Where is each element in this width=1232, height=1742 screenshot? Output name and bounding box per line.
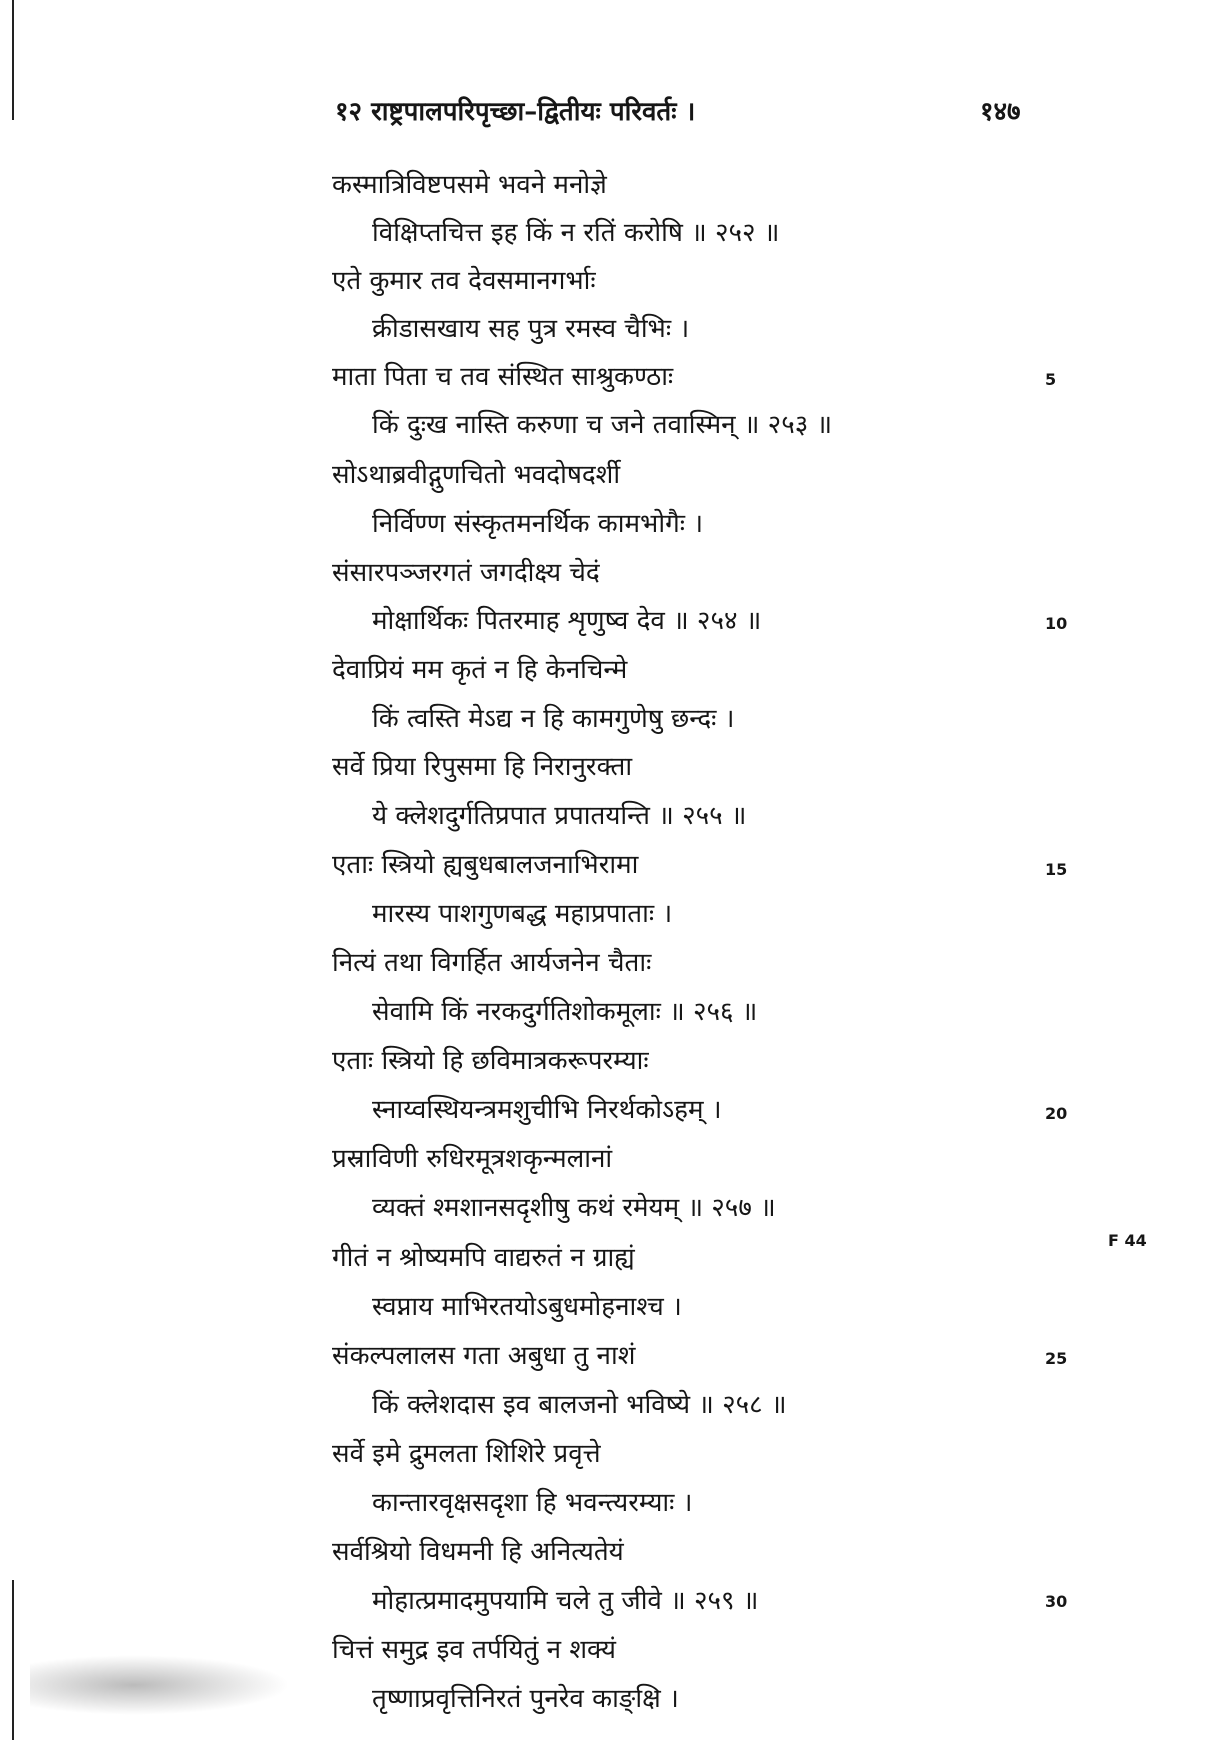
verse-line: किं त्वस्ति मेऽद्य न हि कामगुणेषु छन्दः ।: [372, 704, 735, 734]
verse-line: सेवामि किं नरकदुर्गतिशोकमूलाः ॥ २५६ ॥: [372, 997, 758, 1027]
verse-line: कस्मात्रिविष्टपसमे भवने मनोज्ञे: [332, 170, 607, 200]
verse-line: एताः स्त्रियो ह्यबुधबालजनाभिरामा: [332, 850, 639, 880]
verse-line: तृष्णाप्रवृत्तिनिरतं पुनरेव काङ्क्षि ।: [372, 1684, 679, 1714]
verse-line: स्वप्नाय माभिरतयोऽबुधमोहनाश्च ।: [372, 1292, 682, 1322]
line-number: 25: [1045, 1349, 1068, 1368]
line-number: 20: [1045, 1104, 1068, 1123]
page-edge-line: [12, 0, 14, 120]
verse-line: किं क्लेशदास इव बालजनो भविष्ये ॥ २५८ ॥: [372, 1390, 787, 1420]
verse-line: मारस्य पाशगुणबद्ध महाप्रपाताः ।: [372, 899, 673, 929]
verse-line: सर्वे प्रिया रिपुसमा हि निरानुरक्ता: [332, 752, 633, 782]
verse-line: माता पिता च तव संस्थित साश्रुकण्ठाः: [332, 362, 674, 392]
folio-marker: F 44: [1108, 1231, 1147, 1250]
line-number: 10: [1045, 614, 1068, 633]
verse-line: सर्वश्रियो विधमनी हि अनित्यतेयं: [332, 1537, 624, 1567]
verse-line: किं दुःख नास्ति करुणा च जने तवास्मिन् ॥ २५३ ॥: [372, 410, 833, 440]
verse-line: सोऽथाब्रवीद्गुणचितो भवदोषदर्शी: [332, 460, 621, 490]
verse-line: चित्तं समुद्र इव तर्पयितुं न शक्यं: [332, 1635, 617, 1665]
verse-line: व्यक्तं श्मशानसदृशीषु कथं रमेयम् ॥ २५७ ॥: [372, 1193, 776, 1223]
verse-line: सर्वे इमे द्रुमलता शिशिरे प्रवृत्ते: [332, 1439, 601, 1469]
verse-line: क्रीडासखाय सह पुत्र रमस्व चैभिः ।: [372, 314, 690, 344]
verse-line: एताः स्त्रियो हि छविमात्रकरूपरम्याः: [332, 1046, 649, 1076]
line-number: 5: [1045, 370, 1057, 389]
verse-line: एते कुमार तव देवसमानगर्भाः: [332, 266, 596, 296]
scan-smudge: [30, 1655, 290, 1715]
page-number: १४७: [980, 97, 1021, 127]
verse-line: संसारपञ्जरगतं जगदीक्ष्य चेदं: [332, 558, 600, 588]
verse-line: निर्विण्ण संस्कृतमनर्थिक कामभोगैः ।: [372, 509, 704, 539]
verse-line: प्रस्राविणी रुधिरमूत्रशकृन्मलानां: [332, 1144, 613, 1174]
running-title: १२ राष्ट्रपालपरिपृच्छा–द्वितीयः परिवर्तः ।: [335, 97, 696, 127]
verse-line: संकल्पलालस गता अबुधा तु नाशं: [332, 1341, 636, 1371]
verse-line: नित्यं तथा विगर्हित आर्यजनेन चैताः: [332, 948, 652, 978]
verse-line: कान्तारवृक्षसदृशा हि भवन्त्यरम्याः ।: [372, 1488, 693, 1518]
line-number: 30: [1045, 1592, 1068, 1611]
verse-line: गीतं न श्रोष्यमपि वाद्यरुतं न ग्राह्यं: [332, 1243, 635, 1273]
verse-line: स्नाय्वस्थियन्त्रमशुचीभि निरर्थकोऽहम् ।: [372, 1095, 722, 1125]
verse-line: मोहात्प्रमादमुपयामि चले तु जीवे ॥ २५९ ॥: [372, 1586, 759, 1616]
verse-line: विक्षिप्तचित्त इह किं न रतिं करोषि ॥ २५२ ॥: [372, 218, 780, 248]
verse-line: देवाप्रियं मम कृतं न हि केनचिन्मे: [332, 655, 628, 685]
page-edge-line: [12, 1580, 14, 1740]
verse-line: मोक्षार्थिकः पितरमाह शृणुष्व देव ॥ २५४ ॥: [372, 606, 762, 636]
line-number: 15: [1045, 860, 1068, 879]
verse-line: ये क्लेशदुर्गतिप्रपात प्रपातयन्ति ॥ २५५ ॥: [372, 801, 747, 831]
